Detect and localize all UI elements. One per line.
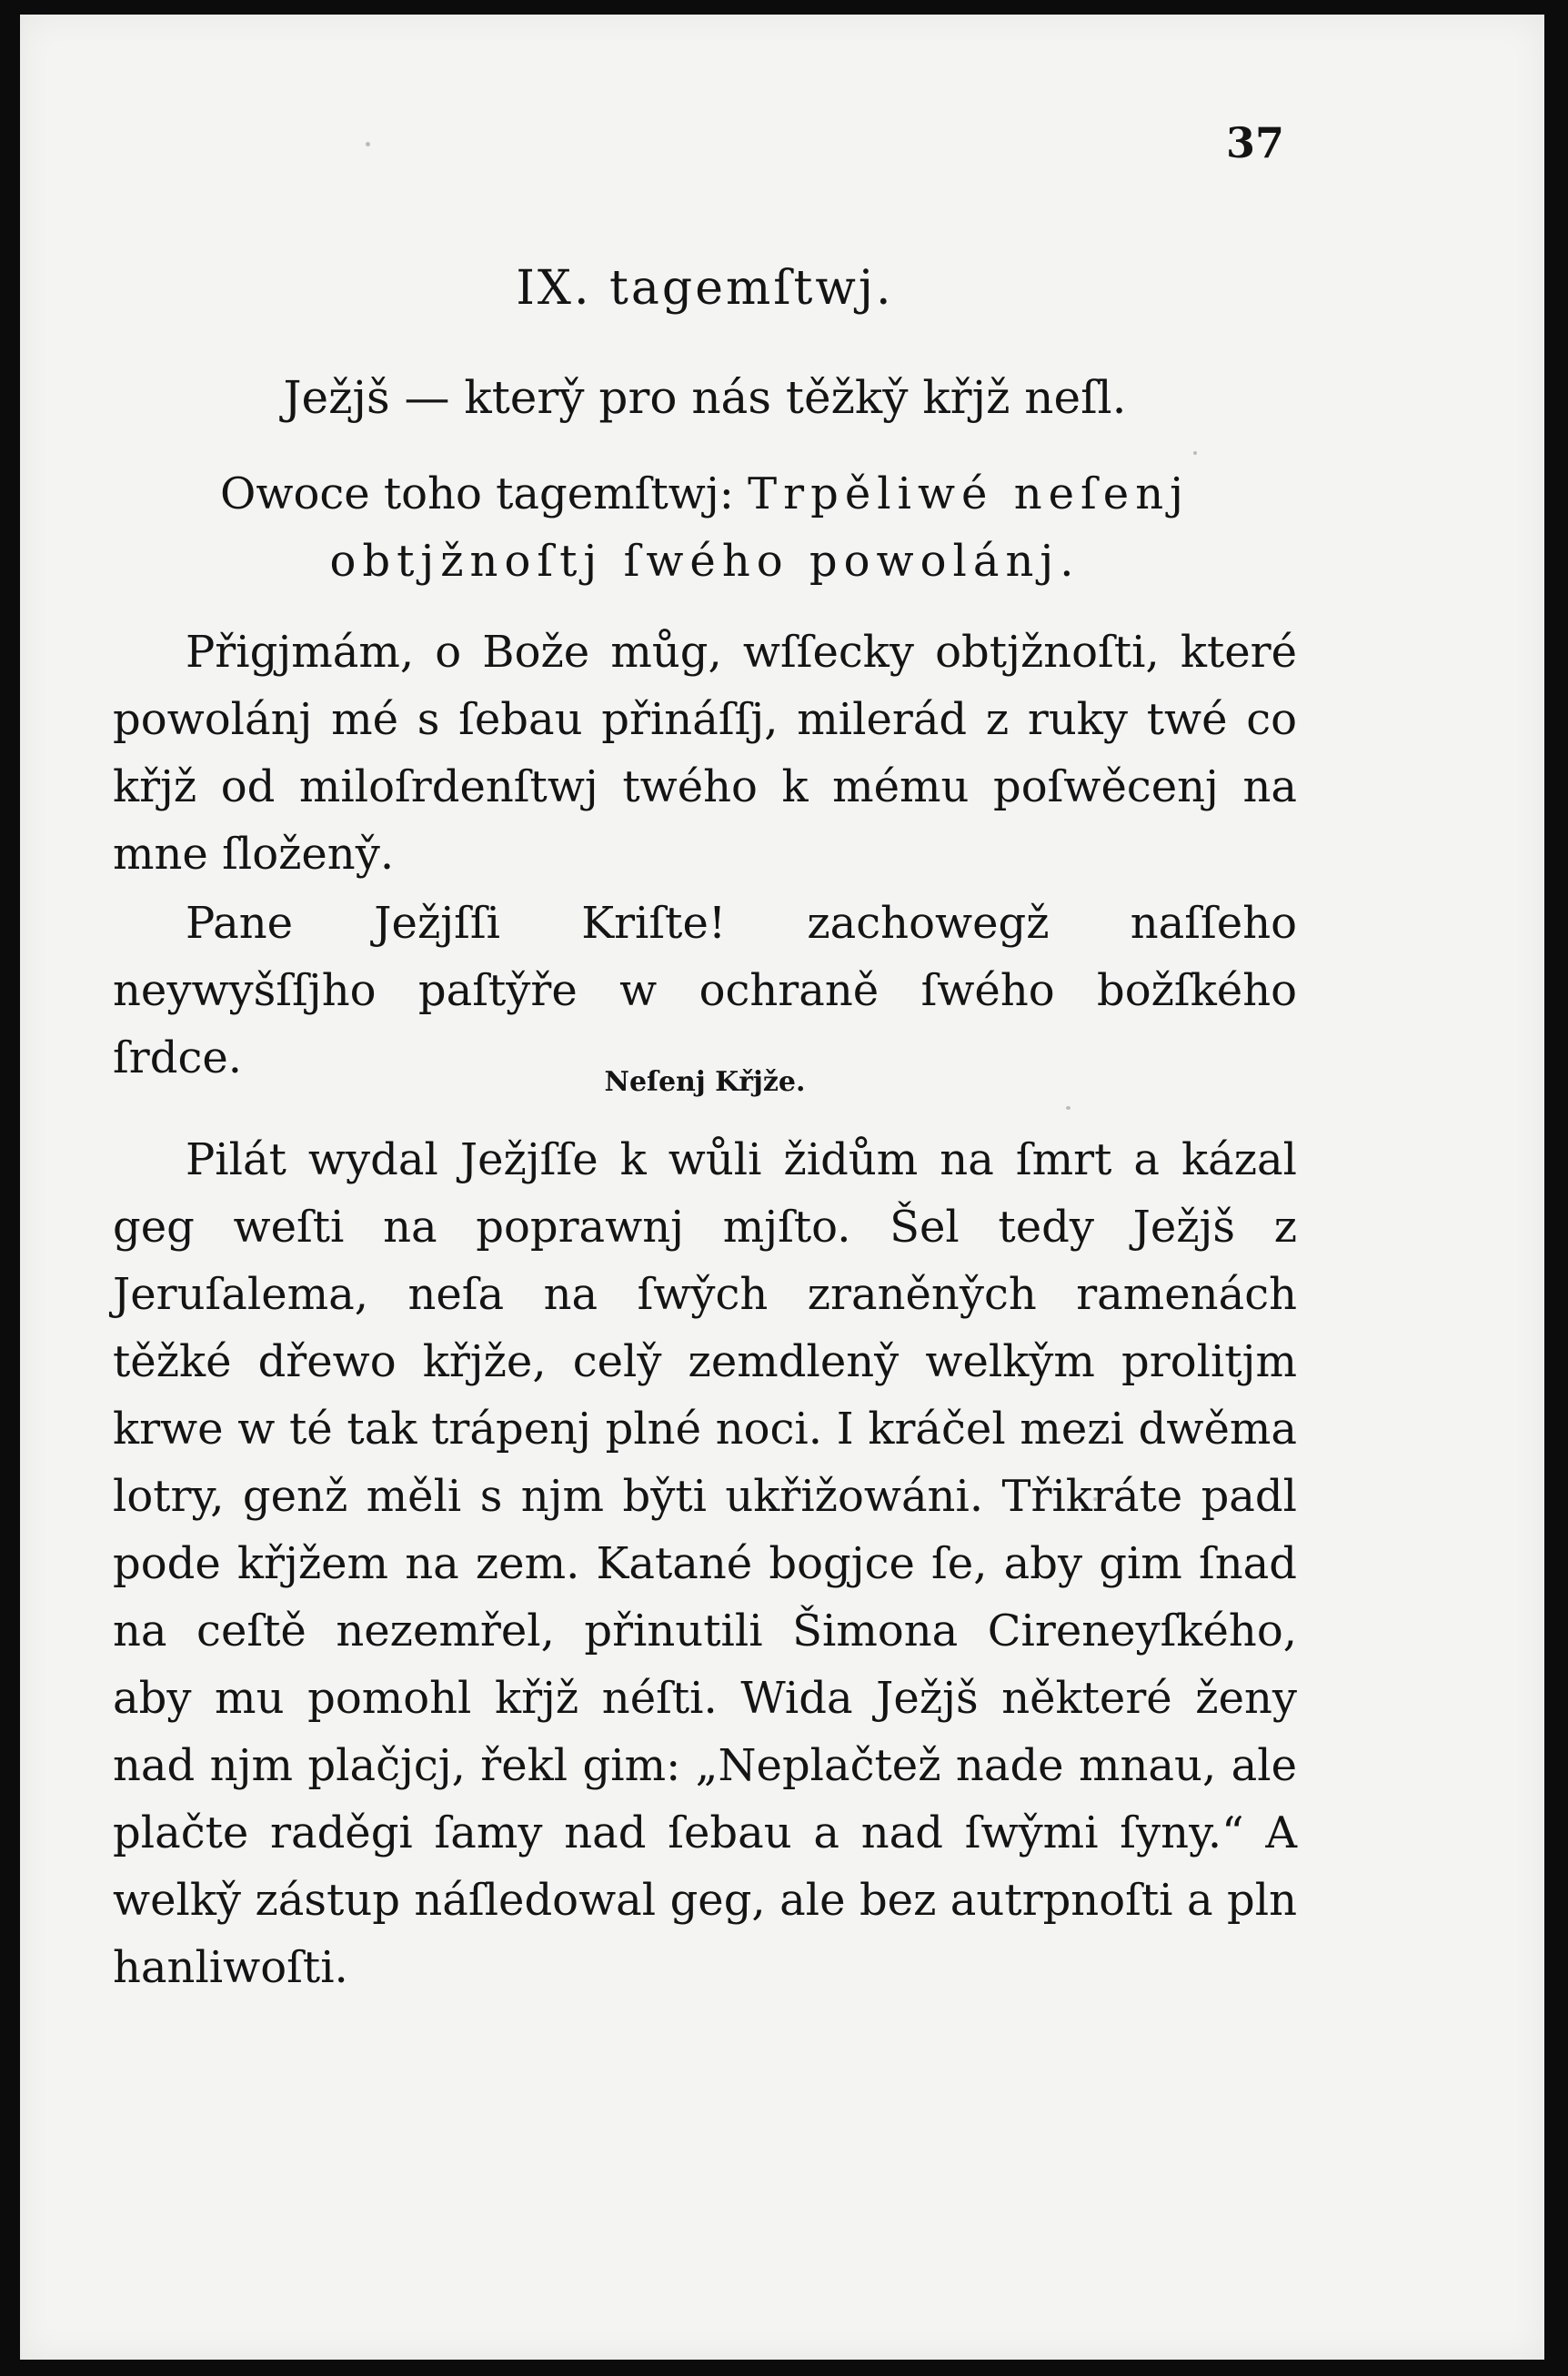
narrative-paragraph: Pilát wydal Ježjſſe k wůli židům na ſmrt a kázal geg weſti na poprawnj mjſto. Šel tedy Ježjš z Jeruſalema, neſa na ſwy̌ch zraněny̌ch ramenách těžké dřewo křjže, cely̌ zemdleny̌ welky̌m prolitjm krwe w té tak trápenj plné noci. I kráčel mezi dwěma lotry, genž měli s njm by̌ti ukřižowáni. Třikráte padl pode křjžem na zem. Katané bogjce ſe, aby gim ſnad na ceſtě nezemřel, přinutili Šimona Cireneyſkého, aby mu pomohl křjž néſti. Wida Ježjš některé ženy nad njm plačjcj, řekl gim: „Neplačtež nade mnau, ale plačte raděgi ſamy nad ſebau a nad ſwy̌mi ſyny.“ A welky̌ zástup náſledowal geg, ale bez autrpnoſti a pln hanliwoſti. — [113, 1134, 1297, 1993]
fruit-text: Trpěliwé neſenj obtjžnoſtj ſwého powolánj. — [329, 468, 1190, 587]
paper-speck — [1193, 451, 1197, 455]
prayer-paragraph: Pane Ježjſſi Kriſte! zachowegž naſſeho neywyšſſjho paſty̌ře w ochraně ſwého božſkého ſrdce. — [113, 898, 1297, 1083]
fruit-label: Owoce toho tagemſtwj: — [220, 468, 734, 519]
prayer-paragraph: Přigjmám, o Bože můg, wſſecky obtjžnoſti, které powolánj mé s ſebau přináſſj, milerád z ruky twé co křjž od miloſrdenſtwj twého k mému poſwěcenj na mne ſloženy̌. — [113, 627, 1297, 880]
section-heading: Neſenj Křjže. — [604, 1066, 806, 1098]
mystery-subtitle: Ježjš — ktery̌ pro nás těžky̌ křjž neſl. — [283, 371, 1127, 424]
mystery-fruit — [113, 460, 1297, 595]
chapter-title: IX. tagemſtwj. — [516, 261, 894, 316]
page-number: 37 — [1226, 118, 1285, 167]
paper-speck — [366, 142, 370, 146]
